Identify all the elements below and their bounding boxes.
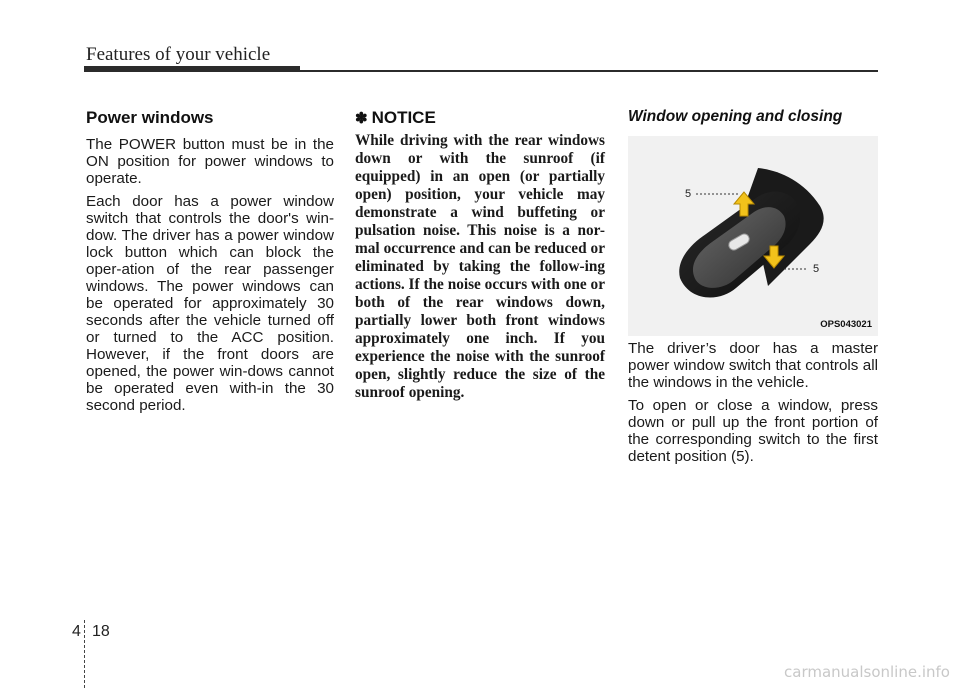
header-rule-thin xyxy=(300,70,878,72)
window-switch-figure xyxy=(628,136,878,336)
footer-divider xyxy=(84,620,85,688)
column-window-opening xyxy=(628,108,878,471)
column-notice xyxy=(355,108,605,402)
footer-chapter-number: 4 xyxy=(72,623,81,640)
page-header-title: Features of your vehicle xyxy=(86,44,271,65)
section-title-window-opening: Window opening and closing xyxy=(628,108,843,125)
paragraph: The driver’s door has a master power window switch that controls all the windows in the vehicle. xyxy=(628,340,878,391)
header-rule-thick xyxy=(84,66,300,72)
notice-text: While driving with the rear windows down or with the sunroof (if equipped) in an open (or partially open) position, your vehicle may demonstrate a wind buffeting or pulsation noise. This noise is a nor-mal occurrence and can be reduced or eliminated by taking the follow-ing actions. If the noise occurs with one or both of the rear windows down, partially lower both front windows approximately one inch. If you experience the noise with the sunroof open, slightly reduce the size of the sunroof opening. xyxy=(355,132,605,401)
notice-heading xyxy=(355,108,605,128)
figure-code: OPS043021 xyxy=(820,319,872,330)
footer-page-number: 18 xyxy=(92,623,110,640)
paragraph: The POWER button must be in the ON position for power windows to operate. xyxy=(86,136,334,187)
window-switch-illustration xyxy=(628,136,878,336)
notice-title: NOTICE xyxy=(371,108,436,127)
figure-label-5-top: 5 xyxy=(685,188,692,200)
paragraph: To open or close a window, press down or pull up the front portion of the corresponding switch to the first detent position (5). xyxy=(628,397,878,465)
paragraph: Each door has a power window switch that controls the door's win-dow. The driver has a power window lock button which can block the oper-ation of the rear passenger windows. The power windows can be operated for approximately 30 seconds after the vehicle turned off or turned to the ACC position. However, if the front doors are opened, the power win-dows cannot be operated even with-in the 30 second period. xyxy=(86,193,334,414)
column-power-windows xyxy=(86,108,334,420)
asterisk-icon: ✽ xyxy=(355,110,368,127)
watermark: carmanualsonline.info xyxy=(784,663,950,681)
figure-label-5-bottom: 5 xyxy=(813,263,820,275)
section-title-power-windows: Power windows xyxy=(86,108,214,127)
